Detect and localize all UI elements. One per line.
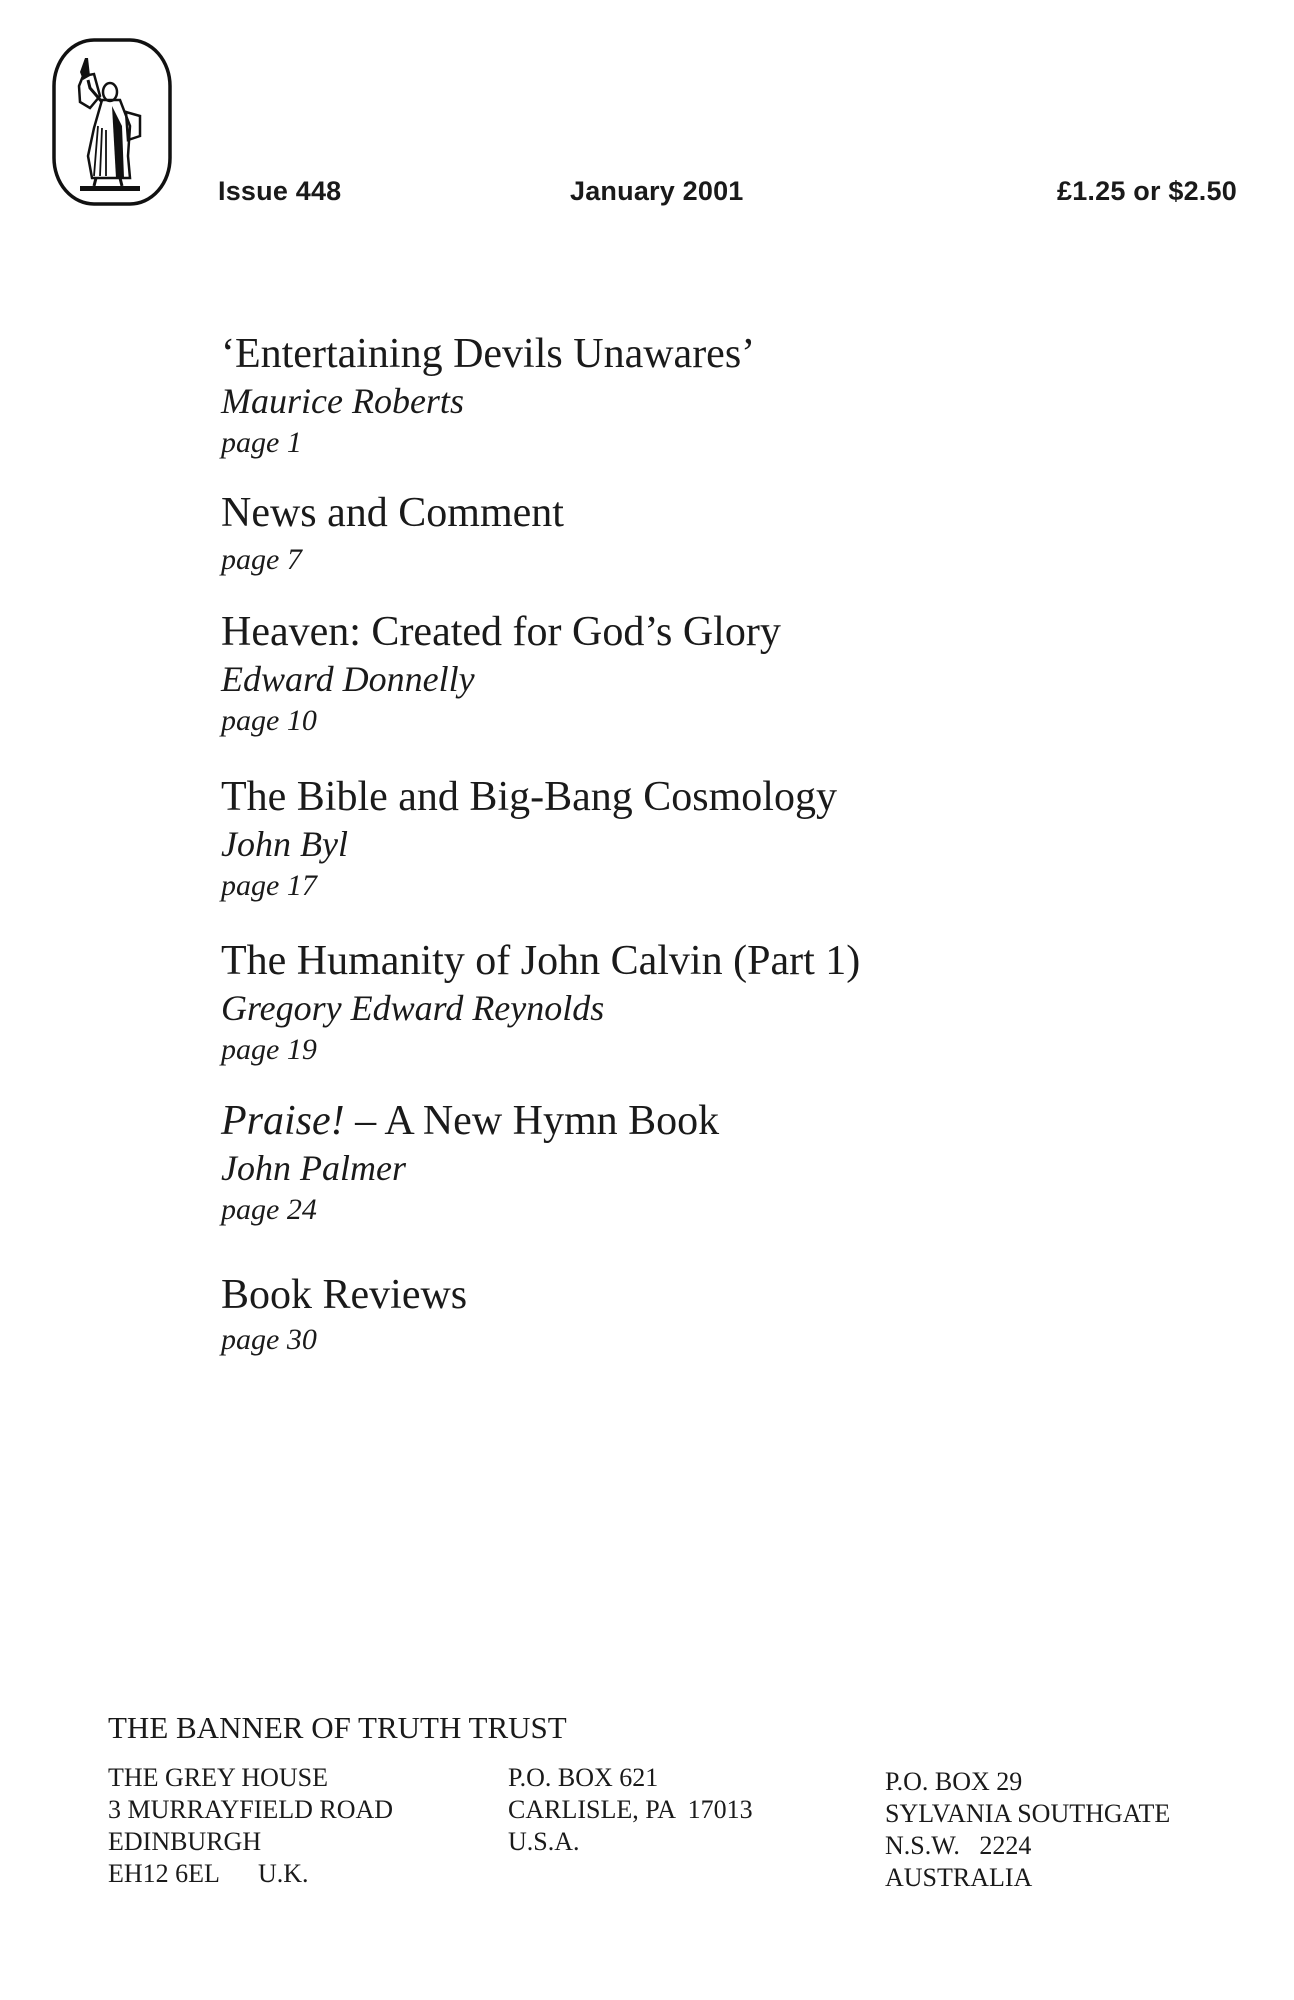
- entry-author: Edward Donnelly: [221, 659, 475, 699]
- entry-title: ‘Entertaining Devils Unawares’: [221, 331, 756, 377]
- entry-title-rest: – A New Hymn Book: [344, 1098, 720, 1144]
- entry-author: Gregory Edward Reynolds: [221, 988, 605, 1028]
- address-line: CARLISLE, PA 17013: [508, 1795, 753, 1824]
- entry-author: Maurice Roberts: [221, 381, 464, 421]
- address-line: SYLVANIA SOUTHGATE: [885, 1799, 1171, 1828]
- entry-title: News and Comment: [221, 490, 564, 536]
- address-australia: [885, 1766, 1170, 1894]
- address-line: EDINBURGH: [108, 1827, 262, 1856]
- entry-title: Book Reviews: [221, 1272, 468, 1318]
- entry-page: page 30: [221, 1323, 317, 1356]
- entry-title: Heaven: Created for God’s Glory: [221, 609, 781, 655]
- address-line: EH12 6EL U.K.: [108, 1859, 309, 1888]
- entry-title-italic: Praise!: [221, 1098, 345, 1144]
- figure-with-banner-icon: [50, 36, 174, 208]
- entry-page: page 19: [221, 1033, 317, 1066]
- issue-price: £1.25 or $2.50: [1057, 176, 1237, 206]
- entry-author: John Byl: [221, 824, 348, 864]
- address-uk: [108, 1762, 393, 1890]
- entry-page: page 17: [221, 869, 317, 902]
- publisher-logo: [50, 36, 174, 208]
- address-line: N.S.W. 2224: [885, 1831, 1032, 1860]
- address-line: AUSTRALIA: [885, 1863, 1033, 1892]
- address-line: U.S.A.: [508, 1827, 580, 1856]
- issue-number: Issue 448: [218, 176, 342, 206]
- address-line: 3 MURRAYFIELD ROAD: [108, 1795, 394, 1824]
- entry-page: page 10: [221, 704, 317, 737]
- entry-page: page 1: [221, 426, 302, 459]
- address-usa: [508, 1762, 753, 1858]
- publisher-name: THE BANNER OF TRUTH TRUST: [108, 1710, 567, 1745]
- address-line: P.O. BOX 29: [885, 1767, 1023, 1796]
- entry-title: The Bible and Big-Bang Cosmology: [221, 774, 837, 820]
- entry-page: page 7: [221, 543, 302, 576]
- address-line: P.O. BOX 621: [508, 1763, 659, 1792]
- entry-title: [221, 1097, 719, 1145]
- entry-page: page 24: [221, 1193, 317, 1226]
- address-line: THE GREY HOUSE: [108, 1763, 329, 1792]
- entry-author: John Palmer: [221, 1148, 406, 1188]
- entry-title: The Humanity of John Calvin (Part 1): [221, 938, 861, 984]
- issue-date: January 2001: [570, 176, 744, 206]
